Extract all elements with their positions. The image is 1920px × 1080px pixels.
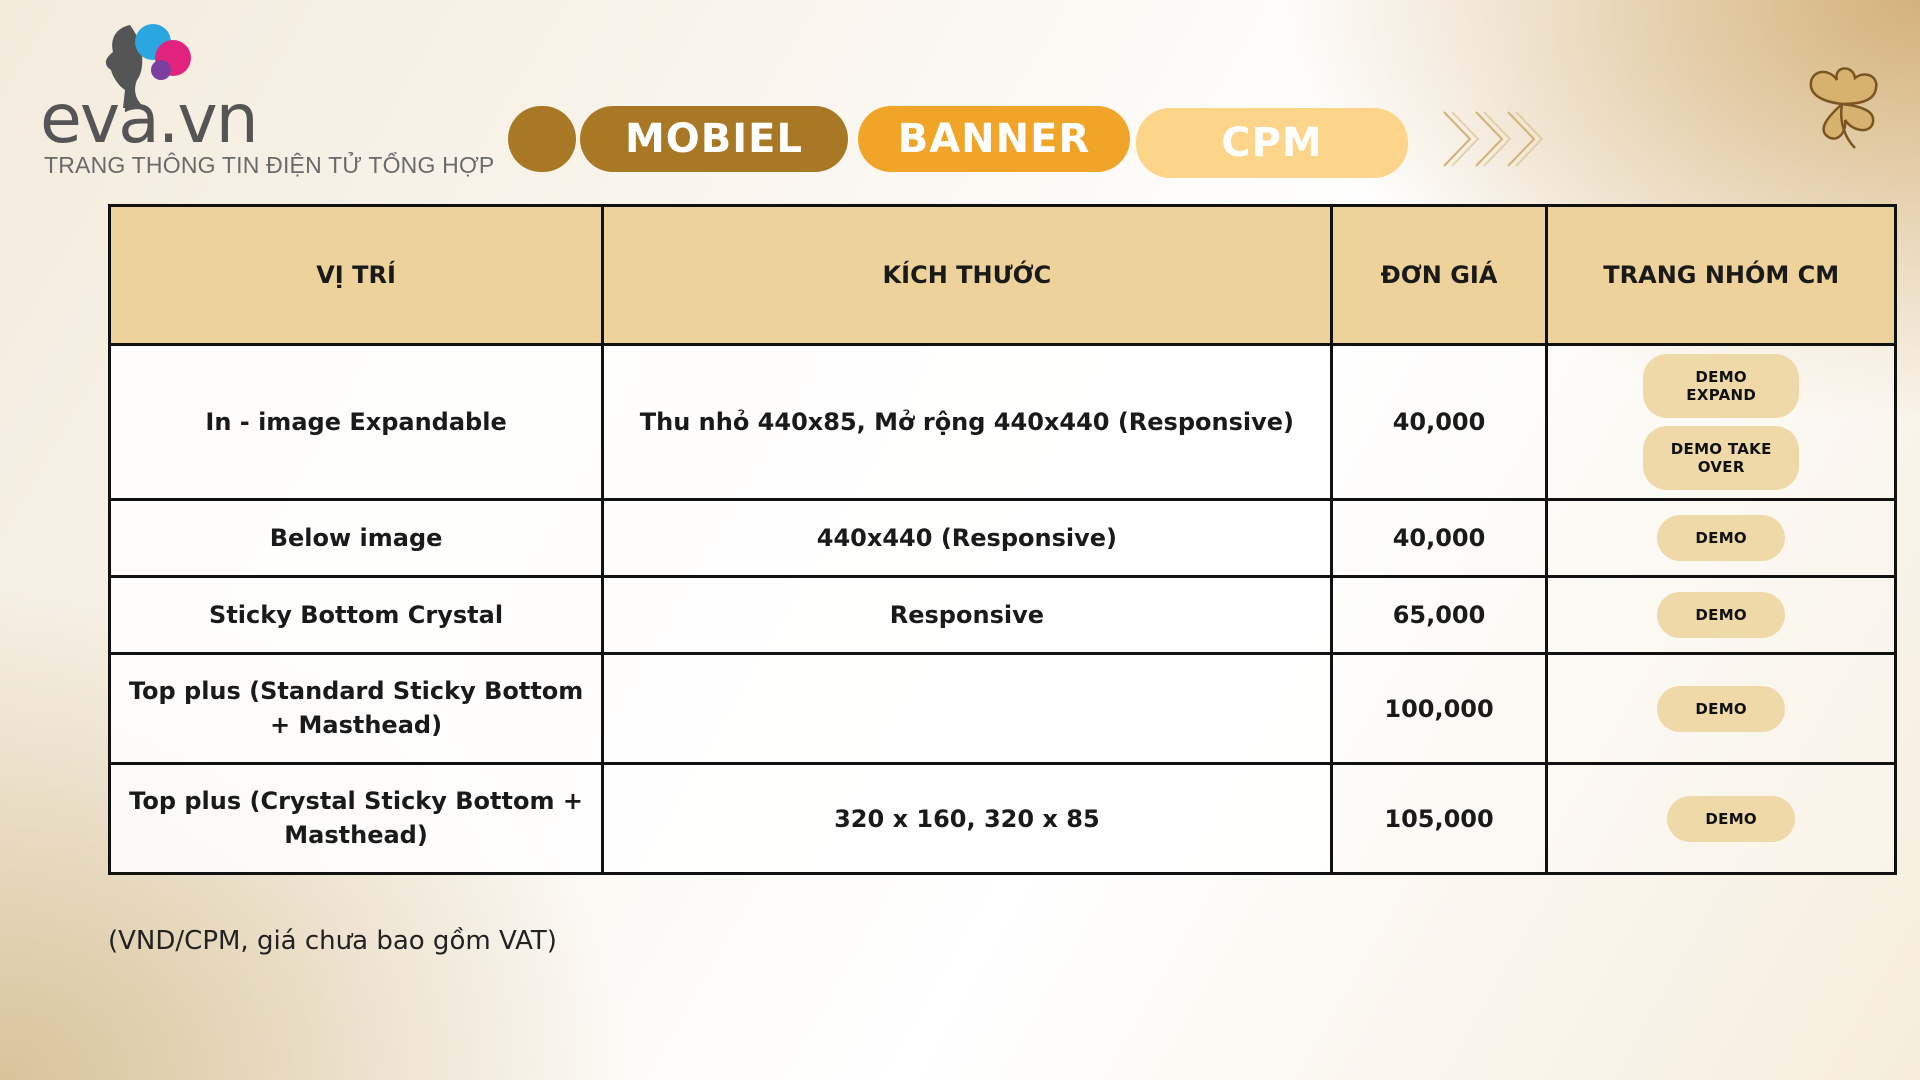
- clover-icon: [1795, 62, 1890, 152]
- cell-position: Sticky Bottom Crystal: [110, 577, 603, 654]
- cell-price: 40,000: [1331, 500, 1547, 577]
- tab-cpm[interactable]: CPM: [1136, 108, 1408, 178]
- cell-price: 65,000: [1331, 577, 1547, 654]
- cell-demos: [1547, 577, 1896, 654]
- demo-button[interactable]: DEMO: [1657, 515, 1785, 561]
- eva-logo[interactable]: [40, 20, 495, 180]
- cell-size: 320 x 160, 320 x 85: [603, 764, 1332, 874]
- cell-demos: [1547, 654, 1896, 764]
- demo-button[interactable]: DEMO: [1667, 796, 1795, 842]
- pricing-table: [108, 204, 1897, 875]
- demo-take-over-button[interactable]: DEMO TAKE OVER: [1643, 426, 1799, 490]
- cell-size: Thu nhỏ 440x85, Mở rộng 440x440 (Responsive): [603, 345, 1332, 500]
- tab-mobiel[interactable]: MOBIEL: [580, 106, 848, 172]
- header-position: VỊ TRÍ: [110, 206, 603, 345]
- logo-wordmark: eva.vn: [40, 80, 257, 159]
- cell-demos: [1547, 764, 1896, 874]
- header-size: KÍCH THƯỚC: [603, 206, 1332, 345]
- cell-demos: [1547, 500, 1896, 577]
- header-price: ĐƠN GIÁ: [1331, 206, 1547, 345]
- cell-demos: [1547, 345, 1896, 500]
- pricing-note: (VND/CPM, giá chưa bao gồm VAT): [108, 926, 557, 956]
- table-row: [110, 654, 1896, 764]
- cell-position: In - image Expandable: [110, 345, 603, 500]
- header-cm-group: TRANG NHÓM CM: [1547, 206, 1896, 345]
- tab-bar: [508, 106, 1408, 174]
- demo-expand-button[interactable]: DEMO EXPAND: [1643, 354, 1799, 418]
- demo-button[interactable]: DEMO: [1657, 686, 1785, 732]
- cell-position: Below image: [110, 500, 603, 577]
- table-row: [110, 577, 1896, 654]
- cell-size: 440x440 (Responsive): [603, 500, 1332, 577]
- table-row: [110, 345, 1896, 500]
- cell-price: 105,000: [1331, 764, 1547, 874]
- logo-tagline: TRANG THÔNG TIN ĐIỆN TỬ TỔNG HỢP: [44, 152, 495, 178]
- tab-banner[interactable]: BANNER: [858, 106, 1130, 172]
- table-header-row: [110, 206, 1896, 345]
- cell-price: 40,000: [1331, 345, 1547, 500]
- cell-size: Responsive: [603, 577, 1332, 654]
- table-row: [110, 500, 1896, 577]
- tab-dot-decoration: [508, 106, 576, 172]
- chevrons-right-icon: [1440, 108, 1555, 170]
- cell-size: [603, 654, 1332, 764]
- demo-button[interactable]: DEMO: [1657, 592, 1785, 638]
- table-row: [110, 764, 1896, 874]
- cell-position: Top plus (Crystal Sticky Bottom + Masthead): [110, 764, 603, 874]
- cell-position: Top plus (Standard Sticky Bottom + Masthead): [110, 654, 603, 764]
- cell-price: 100,000: [1331, 654, 1547, 764]
